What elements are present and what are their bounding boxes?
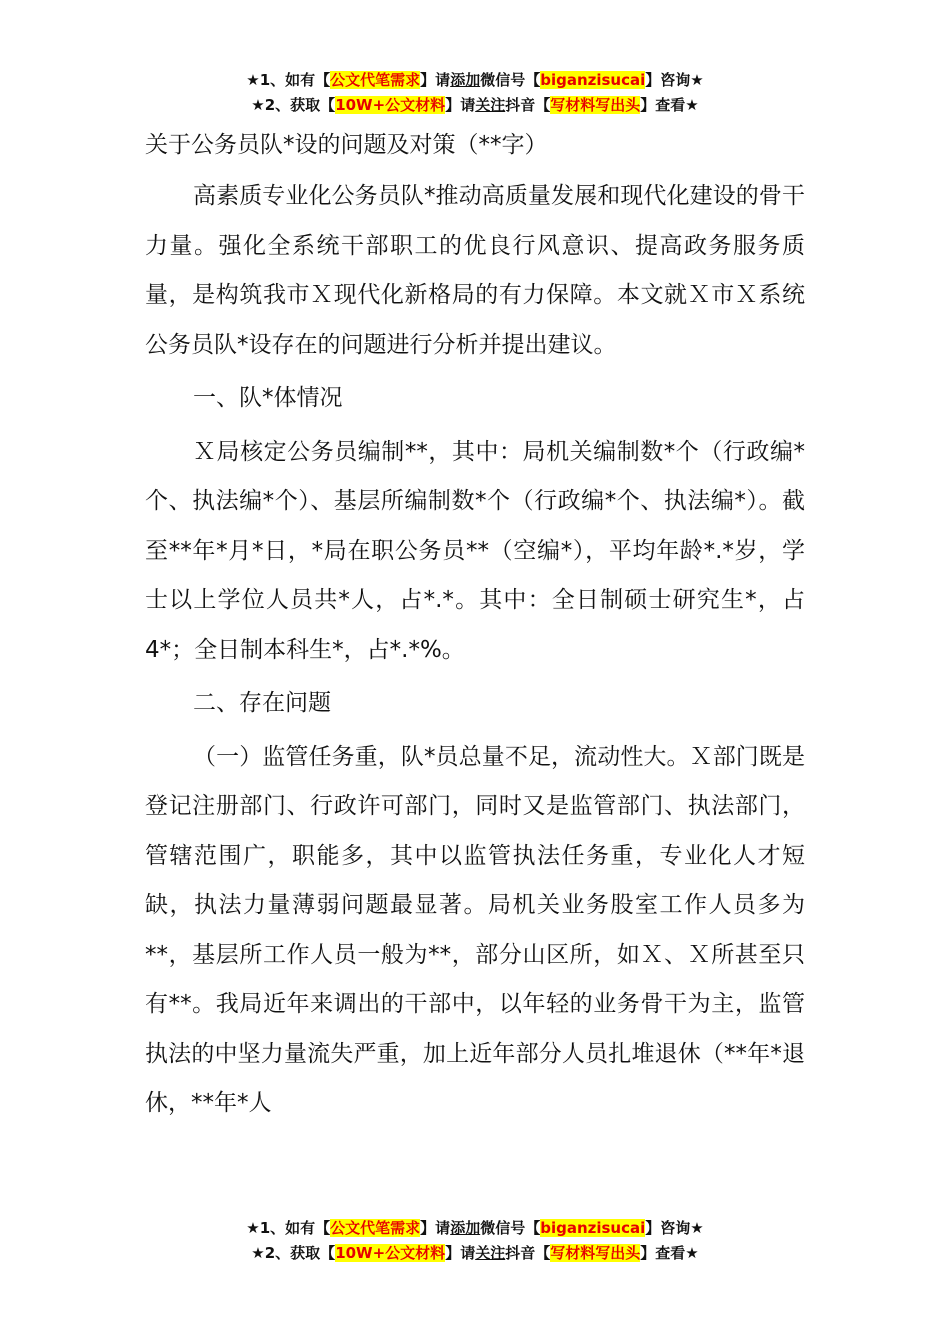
section-heading: 二、存在问题 xyxy=(193,690,331,716)
banner-text: 抖音【 xyxy=(505,96,551,114)
banner-text: ★1、如有【 xyxy=(246,71,331,89)
banner-text: ★2、获取【 xyxy=(251,1244,336,1262)
banner-underlined-text: 添加 xyxy=(450,71,481,89)
section-paragraph: （一）监管任务重，队*员总量不足，流动性大。Ｘ部门既是登记注册部门、行政许可部门，同时又是监管部门、执法部门，管辖范围广，职能多，其中以监管执法任务重，专业化人才短缺，执法力量薄弱问题最显著。局机关业务股室工作人员多为**，基层所工作人员一般为**，部分山区所，如Ｘ、Ｘ所甚至只有**。我局近年来调出的干部中，以年轻的业务骨干为主，监管执法的中坚力量流失严重，加上近年部分人员扎堆退休（**年*退休，**年*人 xyxy=(145,743,805,1116)
banner-highlight: 写材料写出头 xyxy=(550,96,641,114)
section-heading: 一、队*体情况 xyxy=(193,385,343,411)
banner-line-2 xyxy=(0,1241,950,1266)
banner-underlined-text: 关注 xyxy=(475,96,506,114)
banner-text: 抖音【 xyxy=(505,1244,551,1262)
banner-underlined-text: 添加 xyxy=(450,1219,481,1237)
banner-text: 微信号【 xyxy=(480,1219,541,1237)
banner-line-2 xyxy=(0,93,950,118)
banner-line-1 xyxy=(0,68,950,93)
banner-text: 】咨询★ xyxy=(645,1219,704,1237)
footer-banner xyxy=(0,1216,950,1266)
banner-text: 】查看★ xyxy=(640,1244,699,1262)
banner-text: 】查看★ xyxy=(640,96,699,114)
banner-text: 】咨询★ xyxy=(645,71,704,89)
banner-text: 】请 xyxy=(420,1219,451,1237)
document-body xyxy=(145,128,805,1129)
banner-highlight: 10W+公文材料 xyxy=(335,96,446,114)
banner-line-1 xyxy=(0,1216,950,1241)
header-banner xyxy=(0,68,950,118)
document-title: 关于公务员队*设的问题及对策（**字） xyxy=(145,132,548,158)
banner-highlight: 公文代笔需求 xyxy=(330,71,421,89)
section-paragraph: Ｘ局核定公务员编制**，其中：局机关编制数*个（行政编*个、执法编*个）、基层所编制数*个（行政编*个、执法编*）。截至**年*月*日，*局在职公务员**（空编*），平均年龄*.*岁，学士以上学位人员共*人，占*.*。其中：全日制硕士研究生*，占4*；全日制本科生*，占*.*%。 xyxy=(145,438,805,663)
banner-text: 】请 xyxy=(420,71,451,89)
banner-highlight: biganzisucai xyxy=(540,71,646,89)
banner-highlight: 写材料写出头 xyxy=(550,1244,641,1262)
banner-text: 微信号【 xyxy=(480,71,541,89)
banner-highlight: biganzisucai xyxy=(540,1219,646,1237)
banner-highlight: 10W+公文材料 xyxy=(335,1244,446,1262)
banner-highlight: 公文代笔需求 xyxy=(330,1219,421,1237)
intro-paragraph: 高素质专业化公务员队*推动高质量发展和现代化建设的骨干力量。强化全系统干部职工的优良行风意识、提高政务服务质量，是构筑我市Ｘ现代化新格局的有力保障。本文就Ｘ市Ｘ系统公务员队*设存在的问题进行分析并提出建议。 xyxy=(145,183,805,358)
banner-text: 】请 xyxy=(445,1244,476,1262)
banner-underlined-text: 关注 xyxy=(475,1244,506,1262)
banner-text: 】请 xyxy=(445,96,476,114)
banner-text: ★1、如有【 xyxy=(246,1219,331,1237)
banner-text: ★2、获取【 xyxy=(251,96,336,114)
